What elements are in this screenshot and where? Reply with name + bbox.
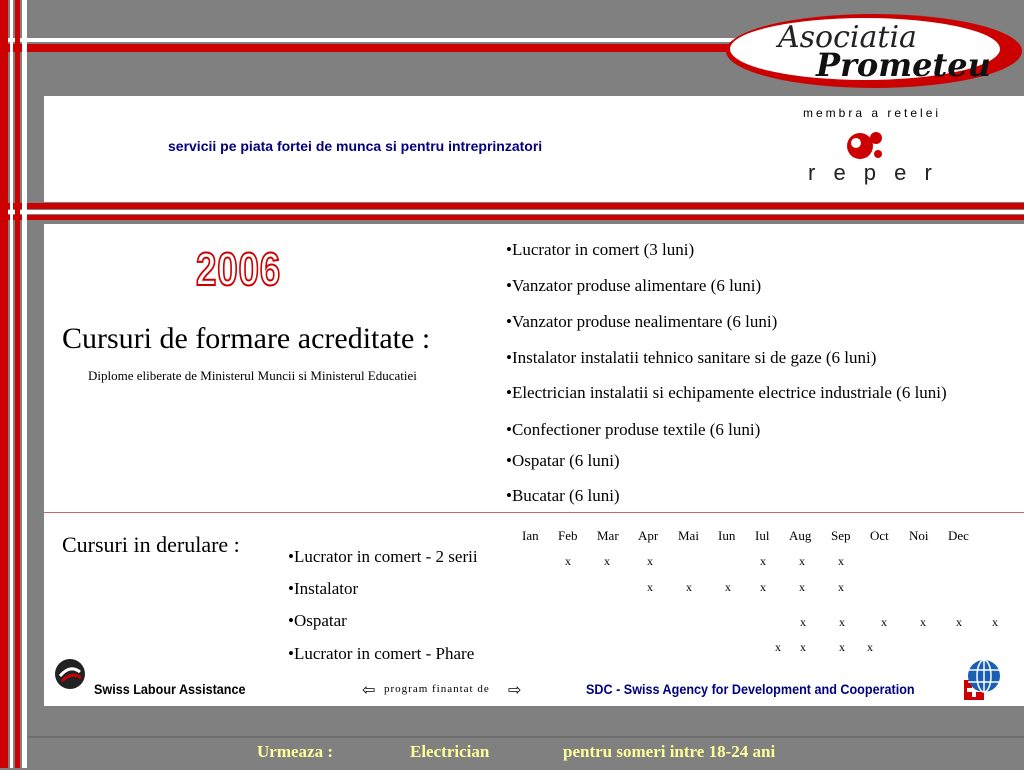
- logo-line1: Asociatia: [778, 20, 917, 55]
- schedule-mark: x: [775, 640, 781, 654]
- ongoing-title: Cursuri in derulare :: [62, 532, 240, 557]
- schedule-mark: x: [647, 580, 653, 594]
- program-text: program finantat de: [384, 683, 490, 695]
- left-stripe-white: [10, 0, 13, 768]
- accredited-subtitle: Diplome eliberate de Ministerul Muncii si Ministerul Educatiei: [88, 368, 417, 383]
- accredited-item: •Electrician instalatii si echipamente electrice industriale (6 luni): [506, 383, 947, 402]
- month-label: Aug: [789, 528, 812, 543]
- accredited-item: •Vanzator produse nealimentare (6 luni): [506, 312, 778, 331]
- mid-stripe-red2: [0, 215, 1024, 220]
- left-stripe-red1: [0, 0, 8, 768]
- schedule-mark: x: [839, 615, 845, 629]
- schedule-mark: x: [760, 580, 766, 594]
- next-audience: pentru someri intre 18-24 ani: [563, 742, 776, 761]
- month-label: Dec: [948, 528, 969, 543]
- globe-icon: [966, 658, 1002, 694]
- schedule-mark: x: [565, 554, 571, 568]
- ongoing-item: •Lucrator in comert - Phare: [288, 644, 475, 663]
- left-stripe-red2: [15, 0, 20, 768]
- top-stripe: [0, 38, 740, 42]
- prometeu-logo: [726, 14, 1022, 88]
- month-label: Oct: [870, 528, 889, 543]
- accredited-item: •Lucrator in comert (3 luni): [506, 240, 695, 259]
- next-course: Electrician: [410, 742, 490, 761]
- sdc-text: SDC - Swiss Agency for Development and Cooperation: [586, 681, 915, 697]
- accredited-item: •Bucatar (6 luni): [506, 486, 620, 505]
- month-label: Ian: [522, 528, 539, 543]
- schedule-mark: x: [760, 554, 766, 568]
- left-stripe-white2: [22, 0, 27, 768]
- schedule-mark: x: [838, 580, 844, 594]
- reper-text: r e p e r: [808, 160, 938, 185]
- bottom-bar: [28, 736, 1024, 770]
- month-label: Sep: [831, 528, 851, 543]
- mid-stripe-white: [0, 210, 1024, 214]
- swiss-labour-text: Swiss Labour Assistance: [94, 681, 246, 697]
- accredited-item: •Ospatar (6 luni): [506, 451, 620, 470]
- mid-stripe-red: [0, 203, 1024, 209]
- schedule-mark: x: [647, 554, 653, 568]
- accredited-item: •Instalator instalatii tehnico sanitare si de gaze (6 luni): [506, 348, 877, 367]
- schedule-mark: x: [686, 580, 692, 594]
- year-label: 2006: [196, 243, 282, 295]
- accredited-item: •Vanzator produse alimentare (6 luni): [506, 276, 762, 295]
- schedule-mark: x: [867, 640, 873, 654]
- reper-logo-icon: [838, 128, 888, 164]
- schedule-mark: x: [920, 615, 926, 629]
- schedule-mark: x: [604, 554, 610, 568]
- month-label: Mar: [597, 528, 619, 543]
- month-label: Iul: [755, 528, 770, 543]
- arrow-left-icon: ⇦: [362, 680, 376, 699]
- schedule-mark: x: [799, 580, 805, 594]
- ongoing-item: •Instalator: [288, 579, 359, 598]
- schedule-mark: x: [725, 580, 731, 594]
- member-text: membra a retelei: [803, 106, 942, 120]
- schedule-mark: x: [799, 554, 805, 568]
- next-label: Urmeaza :: [257, 742, 333, 761]
- month-label: Apr: [638, 528, 659, 543]
- month-label: Mai: [678, 528, 699, 543]
- ongoing-item: •Ospatar: [288, 611, 347, 630]
- month-label: Noi: [909, 528, 929, 543]
- month-label: Feb: [558, 528, 578, 543]
- schedule-mark: x: [800, 640, 806, 654]
- ongoing-item: •Lucrator in comert - 2 serii: [288, 547, 478, 566]
- schedule-mark: x: [992, 615, 998, 629]
- schedule-mark: x: [839, 640, 845, 654]
- divider-line: [44, 512, 1024, 513]
- logo-line2: Prometeu: [816, 46, 991, 84]
- accredited-title: Cursuri de formare acreditate :: [62, 322, 431, 355]
- arrow-right-icon: ⇨: [508, 680, 522, 699]
- schedule-mark: x: [800, 615, 806, 629]
- schedule-mark: x: [881, 615, 887, 629]
- month-label: Iun: [718, 528, 736, 543]
- header-tagline: servicii pe piata fortei de munca si pentru intreprinzatori: [168, 138, 543, 154]
- top-stripe-red: [0, 44, 730, 52]
- accredited-item: •Confectioner produse textile (6 luni): [506, 420, 761, 439]
- swiss-labour-logo-icon: [54, 658, 86, 690]
- schedule-mark: x: [838, 554, 844, 568]
- schedule-mark: x: [956, 615, 962, 629]
